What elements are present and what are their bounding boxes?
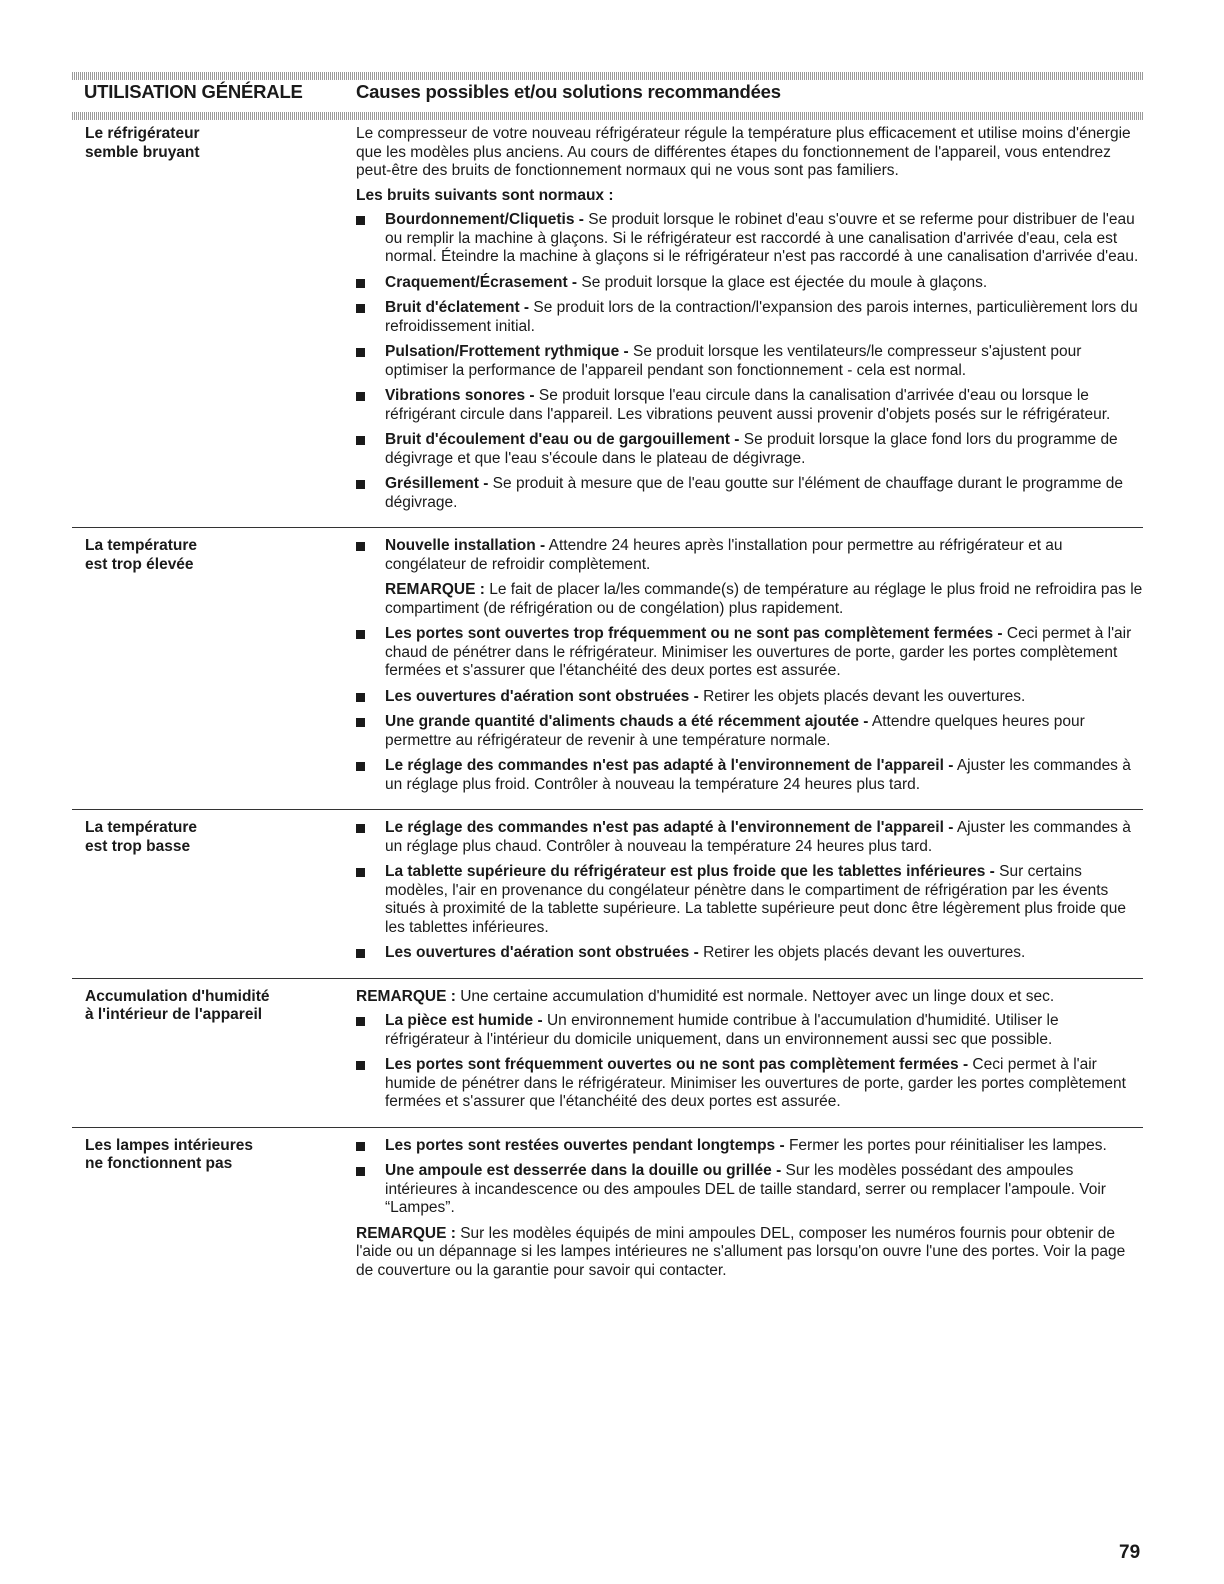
- list-item: La pièce est humide - Un environnement humide contribue à l'accumulation d'humidité. Utiliser le réfrigérateur à l'intérieur du domicile uniquement, dans un environnement aussi sec que possible.: [356, 1012, 1143, 1049]
- list-item: Les portes sont ouvertes trop fréquemment ou ne sont pas complètement fermées - Ceci permet à l'air chaud de pénétrer dans le réfrigérateur. Minimiser les ouvertures de porte, garder les portes complètement fermées et s'assurer que l'étanchéité des deux portes est assurée.: [356, 625, 1143, 681]
- list-item: Bourdonnement/Cliquetis - Se produit lorsque le robinet d'eau s'ouvre et se referme pour distribuer de l'eau ou remplir la machine à glaçons. Si le réfrigérateur est raccordé à une canalisation d'arrivée d'eau, cela est normal. Éteindre la machine à glaçons si le réfrigérateur n'est pas raccordé à une canalisation d'arrivée d'eau.: [356, 211, 1143, 267]
- bullet-icon: [356, 436, 365, 445]
- list-item: Les portes sont fréquemment ouvertes ou ne sont pas complètement fermées - Ceci permet à l'air humide de pénétrer dans le réfrigérateur. Minimiser les ouvertures de porte, garder les portes complètement fermées et s'assurer que l'étanchéité des deux portes est assurée.: [356, 1056, 1143, 1112]
- bullet-icon: [356, 693, 365, 702]
- problem-label: Accumulation d'humidité à l'intérieur de l'appareil: [85, 987, 270, 1023]
- bullet-icon: [356, 216, 365, 225]
- solutions: [356, 1137, 1143, 1287]
- problem-label: Les lampes intérieures ne fonctionnent pas: [85, 1136, 253, 1172]
- list-item: Bruit d'éclatement - Se produit lors de la contraction/l'expansion des parois internes, particulièrement lors du refroidissement initial.: [356, 299, 1143, 336]
- note: REMARQUE : Le fait de placer la/les commande(s) de température au réglage le plus froid ne refroidira pas le compartiment (de réfrigération ou de congélation) plus rapidement.: [385, 581, 1143, 617]
- list-item: Une grande quantité d'aliments chauds a été récemment ajoutée - Attendre quelques heures pour permettre au réfrigérateur de revenir à une température normale.: [356, 713, 1143, 750]
- list-item: Les ouvertures d'aération sont obstruées - Retirer les objets placés devant les ouvertures.: [356, 688, 1143, 707]
- list-item: Le réglage des commandes n'est pas adapté à l'environnement de l'appareil - Ajuster les commandes à un réglage plus chaud. Contrôler à nouveau la température 24 heures plus tard.: [356, 819, 1143, 856]
- subheading: Les bruits suivants sont normaux :: [356, 186, 614, 204]
- page-number: 79: [1119, 1542, 1141, 1563]
- bullet-icon: [356, 868, 365, 877]
- header-problem: UTILISATION GÉNÉRALE: [84, 81, 303, 102]
- bullet-icon: [356, 1167, 365, 1176]
- section-temp-low: [72, 816, 1143, 979]
- bullet-icon: [356, 304, 365, 313]
- bullet-icon: [356, 1017, 365, 1026]
- list-item: La tablette supérieure du réfrigérateur est plus froide que les tablettes inférieures - Sur certains modèles, l'air en provenance du congélateur pénètre dans le compartiment de réfrigération par les évents situés à proximité de la tablette supérieure. La tablette supérieure peut donc être légèrement plus froide que les tablettes inférieures.: [356, 863, 1143, 937]
- table-header: [72, 80, 1143, 112]
- problem-label: La température est trop basse: [85, 819, 197, 855]
- note: REMARQUE : Une certaine accumulation d'humidité est normale. Nettoyer avec un linge doux et sec.: [356, 987, 1055, 1005]
- troubleshooting-table: [72, 122, 1143, 1300]
- bullet-icon: [356, 630, 365, 639]
- bullet-icon: [356, 348, 365, 357]
- solutions: [356, 537, 1143, 801]
- list-item: Craquement/Écrasement - Se produit lorsque la glace est éjectée du moule à glaçons.: [356, 274, 1143, 293]
- section-lamps: [72, 1134, 1143, 1295]
- bullet-icon: [356, 480, 365, 489]
- list-item: Pulsation/Frottement rythmique - Se produit lorsque les ventilateurs/le compresseur s'ajustent pour optimiser la performance de l'appareil pendant son fonctionnement - cela est normal.: [356, 343, 1143, 380]
- bullet-icon: [356, 1142, 365, 1151]
- list-item: Les portes sont restées ouvertes pendant longtemps - Fermer les portes pour réinitialiser les lampes.: [356, 1137, 1143, 1156]
- list-item: Une ampoule est desserrée dans la douille ou grillée - Sur les modèles possédant des ampoules intérieures à incandescence ou des ampoules DEL de taille standard, serrer ou remplacer l'ampoule. Voir “Lampes”.: [356, 1162, 1143, 1218]
- header-rule-top: [72, 72, 1143, 80]
- list-item: Bruit d'écoulement d'eau ou de gargouillement - Se produit lorsque la glace fond lors du programme de dégivrage et que l'eau s'écoule dans le plateau de dégivrage.: [356, 431, 1143, 468]
- solutions: [356, 125, 1143, 519]
- list-item: Le réglage des commandes n'est pas adapté à l'environnement de l'appareil - Ajuster les commandes à un réglage plus froid. Contrôler à nouveau la température 24 heures plus tard.: [356, 757, 1143, 794]
- bullet-icon: [356, 718, 365, 727]
- bullet-icon: [356, 949, 365, 958]
- section-temp-high: [72, 534, 1143, 810]
- solutions: [356, 988, 1143, 1119]
- bullet-icon: [356, 279, 365, 288]
- section-humidity: [72, 985, 1143, 1128]
- bullet-icon: [356, 824, 365, 833]
- note: REMARQUE : Sur les modèles équipés de mini ampoules DEL, composer les numéros fournis pour obtenir de l'aide ou un dépannage si les lampes intérieures ne s'allument pas lorsqu'on ouvre l'une des portes. Voir la page de couverture ou la garantie pour savoir qui contacter.: [356, 1224, 1126, 1279]
- list-item: Les ouvertures d'aération sont obstruées - Retirer les objets placés devant les ouvertures.: [356, 944, 1143, 963]
- header-rule-bottom: [72, 112, 1143, 120]
- problem-label: La température est trop élevée: [85, 537, 197, 573]
- bullet-icon: [356, 392, 365, 401]
- list-item: Grésillement - Se produit à mesure que de l'eau goutte sur l'élément de chauffage durant le programme de dégivrage.: [356, 475, 1143, 512]
- bullet-icon: [356, 762, 365, 771]
- section-noise: [72, 122, 1143, 528]
- problem-label: Le réfrigérateur semble bruyant: [85, 125, 200, 161]
- header-solutions: Causes possibles et/ou solutions recommandées: [356, 81, 781, 102]
- solutions: [356, 819, 1143, 970]
- list-item: Vibrations sonores - Se produit lorsque l'eau circule dans la canalisation d'arrivée d'eau ou lorsque le réfrigérant circule dans l'appareil. Les vibrations peuvent aussi provenir d'objets posés sur le réfrigérateur.: [356, 387, 1143, 424]
- list-item: Nouvelle installation - Attendre 24 heures après l'installation pour permettre au réfrigérateur et au congélateur de refroidir complètement.: [356, 537, 1143, 574]
- bullet-icon: [356, 1061, 365, 1070]
- intro-text: Le compresseur de votre nouveau réfrigérateur régule la température plus efficacement et utilise moins d'énergie que les modèles plus anciens. Au cours de différentes étapes du fonctionnement de l'appareil, vous entendrez peut-être des bruits de fonctionnement normaux qui ne vous sont pas familiers.: [356, 125, 1131, 179]
- bullet-icon: [356, 542, 365, 551]
